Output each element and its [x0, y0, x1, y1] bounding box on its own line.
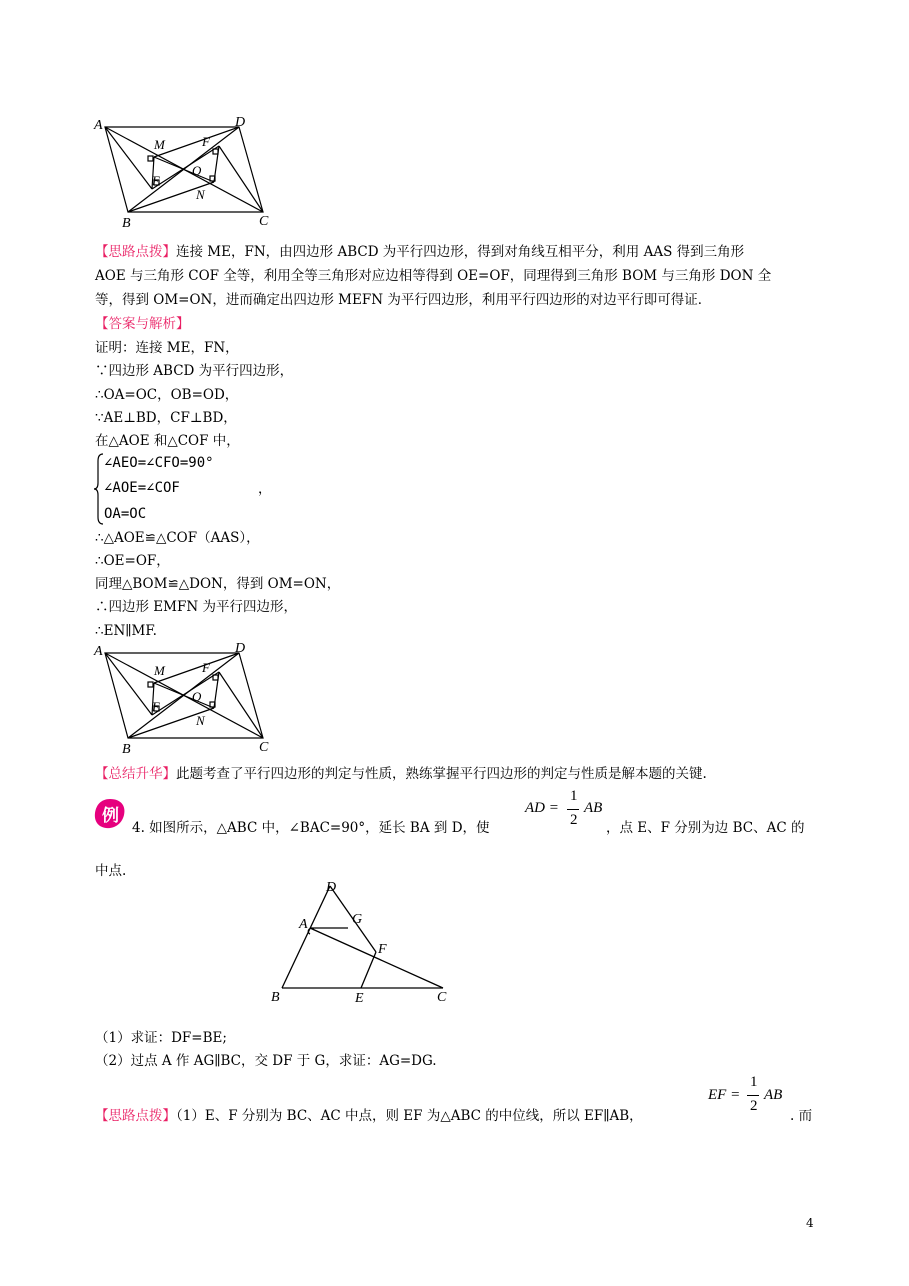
example-text-cont: ，点 E、F 分别为边 BC、AC 的	[606, 820, 805, 836]
label-C: C	[259, 214, 269, 229]
example-line2: 中点.	[95, 863, 127, 879]
hint2-line: 【思路点拨】（1）E、F 分别为 BC、AC 中点，则 EF 为△ABC 的中位线，所以 EF∥AB，	[95, 1108, 643, 1124]
brace-line: ∠AOE=∠COF	[104, 480, 180, 496]
eq-fraction-bar	[567, 809, 579, 810]
figure-parallelogram-1	[92, 112, 277, 230]
eq-num: 1	[570, 788, 578, 804]
hint1-line3: 等，得到 OM=ON，进而确定出四边形 MEFN 为平行四边形，利用平行四边形的对边平行即可得证．	[95, 292, 712, 308]
label-O: O	[192, 163, 202, 178]
eq-fraction-bar	[747, 1095, 759, 1096]
label-F: F	[202, 134, 210, 149]
answer-line: ∴△AOE≌△COF（AAS），	[95, 530, 260, 546]
answer-line: 证明：连接 ME，FN，	[95, 340, 239, 356]
answer-line: 同理△BOM≌△DON，得到 OM=ON，	[95, 576, 341, 592]
label-N: N	[196, 713, 205, 728]
question-2: （2）过点 A 作 AG∥BC，交 DF 于 G，求证：AG=DG.	[95, 1053, 437, 1069]
label-N: N	[196, 187, 205, 202]
example-text: 4. 如图所示，△ABC 中，∠BAC=90°，延长 BA 到 D，使	[132, 820, 490, 836]
eq-den: 2	[570, 812, 578, 828]
answer-line: 在△AOE 和△COF 中，	[95, 433, 240, 449]
label-A: A	[94, 644, 103, 659]
answer-line: ∴OE=OF，	[95, 553, 170, 569]
question-1: （1）求证：DF=BE;	[95, 1030, 227, 1046]
answer-line: ∵AE⊥BD，CF⊥BD，	[95, 410, 237, 426]
answer-line: ∵四边形 ABCD 为平行四边形，	[95, 363, 294, 379]
eq-ef: EF =	[708, 1087, 741, 1103]
label-E: E	[355, 991, 364, 1006]
answer-tag: 【答案与解析】	[95, 316, 190, 332]
hint1-line1: 【思路点拨】连接 ME，FN，由四边形 ABCD 为平行四边形，得到对角线互相平分，利用 AAS 得到三角形	[95, 244, 745, 260]
answer-line: ∴四边形 EMFN 为平行四边形，	[95, 599, 297, 615]
summary-line: 【总结升华】此题考查了平行四边形的判定与性质，熟练掌握平行四边形的判定与性质是解本题的关键.	[95, 766, 707, 782]
answer-line: ∴EN∥MF.	[95, 623, 157, 639]
label-A: A	[299, 917, 308, 932]
label-O: O	[192, 689, 202, 704]
brace-comma: ，	[258, 481, 272, 497]
summary-tag: 【总结升华】	[95, 766, 176, 782]
label-F: F	[202, 660, 210, 675]
label-C: C	[259, 740, 269, 755]
label-A: A	[94, 118, 103, 133]
eq-num: 1	[750, 1074, 758, 1090]
figure-parallelogram-2	[92, 638, 277, 756]
label-B: B	[122, 216, 131, 230]
label-D: D	[235, 641, 246, 656]
page-number: 4	[806, 1216, 814, 1230]
eq-ab: AB	[584, 800, 603, 816]
eq-ab: AB	[764, 1087, 783, 1103]
label-D: D	[235, 115, 246, 130]
eq-den: 2	[750, 1098, 758, 1114]
brace-line: ∠AEO=∠CFO=90°	[104, 455, 214, 471]
label-C: C	[437, 990, 447, 1005]
answer-line: ∴OA=OC，OB=OD，	[95, 387, 239, 403]
figure-triangle	[268, 878, 458, 1006]
label-E: E	[152, 173, 160, 188]
label-M: M	[154, 663, 165, 678]
hint2-tail: . 而	[790, 1108, 813, 1124]
label-E: E	[152, 699, 160, 714]
eq-ad: AD =	[525, 800, 559, 816]
hint1-tag: 【思路点拨】	[95, 244, 176, 260]
hint1-line2: AOE 与三角形 COF 全等，利用全等三角形对应边相等得到 OE=OF，同理得到三角形 BOM 与三角形 DON 全	[95, 268, 772, 284]
label-M: M	[154, 137, 165, 152]
label-B: B	[122, 742, 131, 756]
svg-text:例: 例	[102, 806, 119, 825]
example-badge-icon	[92, 797, 128, 831]
hint2-tag: 【思路点拨】	[95, 1108, 176, 1124]
label-B: B	[271, 990, 280, 1005]
brace-line: OA=OC	[104, 506, 147, 522]
label-G: G	[352, 912, 363, 927]
label-D: D	[326, 880, 337, 895]
label-F: F	[378, 942, 387, 957]
